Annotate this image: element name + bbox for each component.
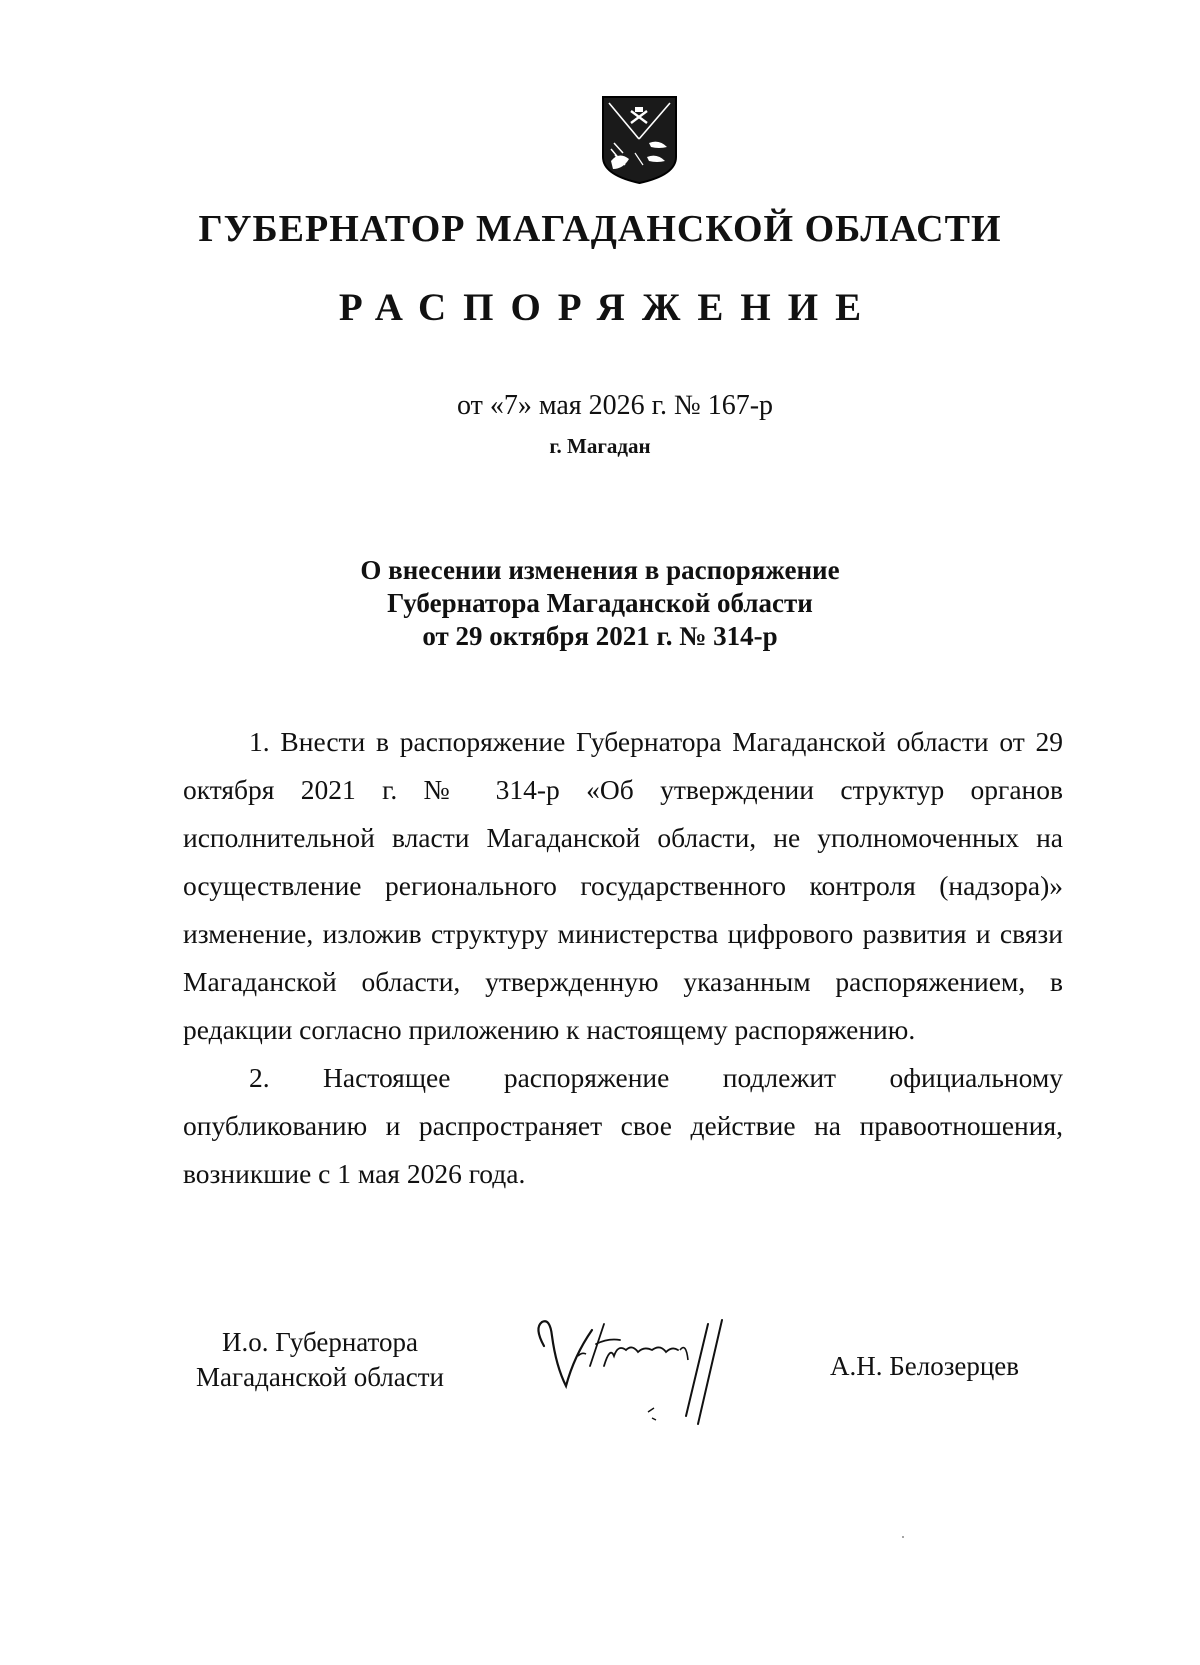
document-date-number [0,390,1200,422]
document-body [183,718,1063,1198]
document-subject [0,554,1200,653]
body-paragraph-1: 1. Внести в распоряжение Губернатора Магаданской области от 29 октября 2021 г. № 314-р «Об утверждении структур органов исполнительной власти Магаданской области, не уполномоченных на осуществление регионального государственного контроля (надзора)» изменение, изложив структуру министерства цифрового развития и связи Магаданской области, утвержденную указанным распоряжением, в редакции согласно приложению к настоящему распоряжению. [183,726,1063,1045]
handwritten-signature-icon [530,1316,745,1431]
date-number-text: от «7» мая 2026 г. № 167-р [456,390,774,421]
subject-line-2: Губернатора Магаданской области [387,588,813,618]
subject-line-1: О внесении изменения в распоряжение [360,555,840,585]
document-type: РАСПОРЯЖЕНИЕ [338,286,879,329]
subject-line-3: от 29 октября 2021 г. № 314-р [422,621,778,651]
signer-position-line-2: Магаданской области [196,1362,444,1392]
signer-position [180,1325,460,1395]
signer-position-line-1: И.о. Губернатора [221,1327,418,1357]
coat-of-arms-icon [601,95,678,185]
document-city: г. Магадан [549,434,651,458]
signer-name: А.Н. Белозерцев [830,1351,1020,1381]
issuing-authority: ГУБЕРНАТОР МАГАДАНСКОЙ ОБЛАСТИ [198,208,1002,250]
page-speck [902,1536,904,1538]
body-paragraph-2: 2. Настоящее распоряжение подлежит официальному опубликованию и распространяет свое действие на правоотношения, возникшие с 1 мая 2026 года. [183,1062,1063,1189]
